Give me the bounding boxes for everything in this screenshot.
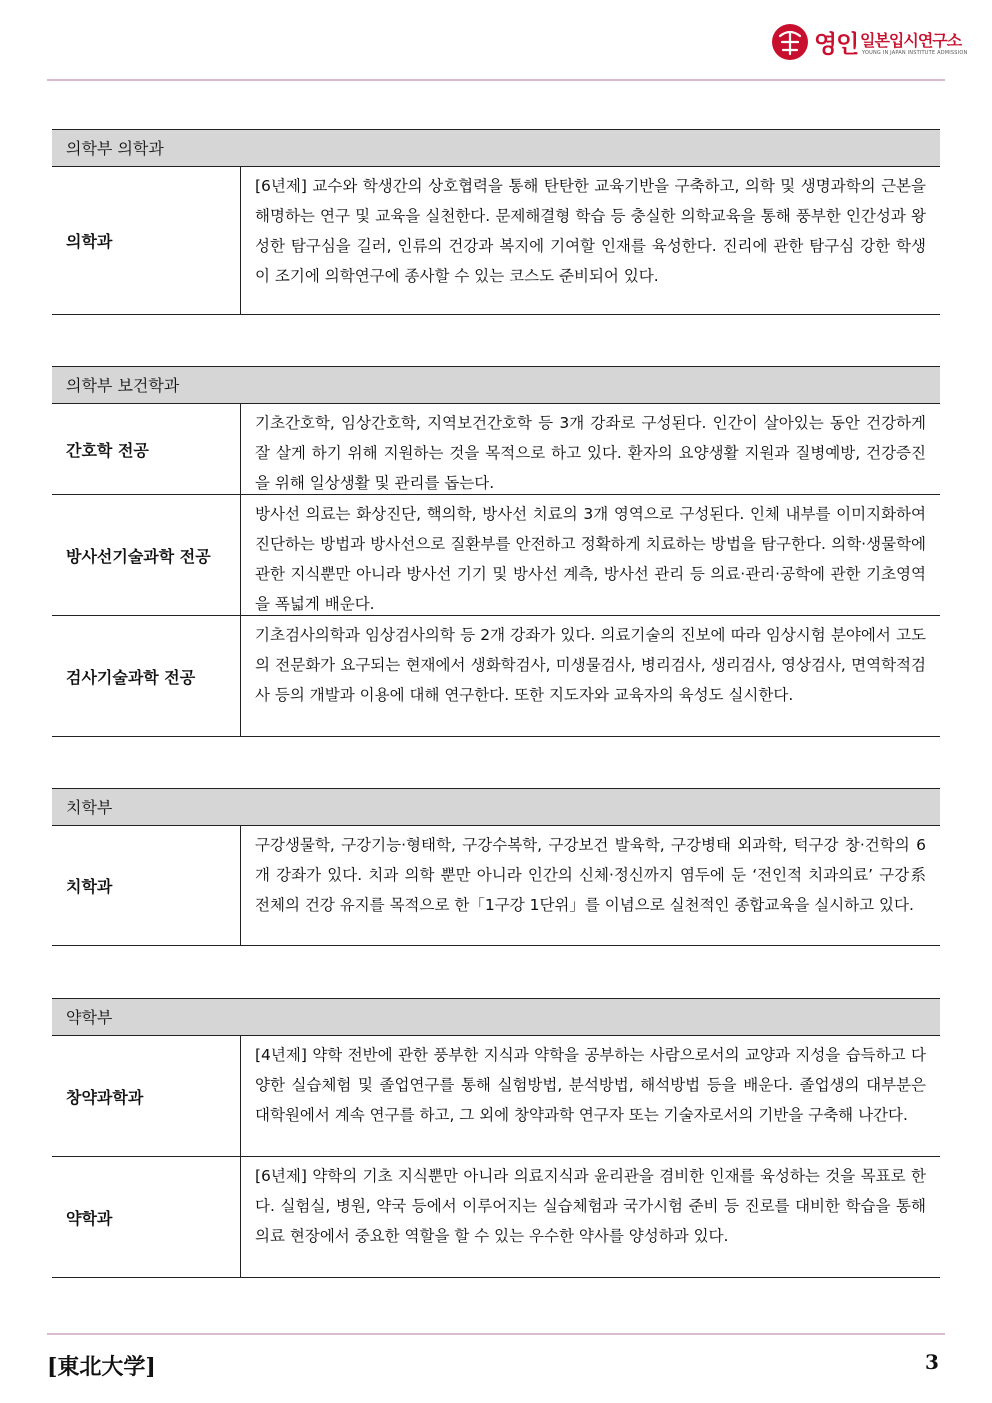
table-row bbox=[52, 495, 940, 616]
section-health-sciences bbox=[52, 366, 940, 737]
table-row bbox=[52, 404, 940, 495]
row-label: 약학과 bbox=[52, 1157, 241, 1277]
row-description: [6년제] 약학의 기초 지식뿐만 아니라 의료지식과 윤리관을 겸비한 인재를 육성하는 것을 목표로 한다. 실험실, 병원, 약국 등에서 이루어지는 실습체험과 국가시험 준비 등 진로를 대비한 학습을 통해 의료 현장에서 중요한 역할을 할 수 있는 우수한 약사를 양성하과 있다. bbox=[255, 1167, 926, 1245]
row-label: 검사기술과학 전공 bbox=[52, 616, 241, 736]
section-title: 치학부 bbox=[52, 788, 940, 826]
table-row bbox=[52, 167, 940, 315]
brand-name: 영인 bbox=[814, 30, 859, 58]
brand-subtitle: 일본입시연구소 bbox=[860, 31, 962, 50]
row-description: [4년제] 약학 전반에 관한 풍부한 지식과 약학을 공부하는 사람으로서의 교양과 지성을 습득하고 다양한 실습체험 및 졸업연구를 통해 실험방법, 분석방법, 해석방법 등을 배운다. 졸업생의 대부분은 대학원에서 계속 연구를 하고, 그 외에 창약과학 연구자 또는 기술자로서의 기반을 구축해 나간다. bbox=[255, 1046, 926, 1124]
footer-university: [東北大学] bbox=[47, 1354, 156, 1380]
section-title: 의학부 보건학과 bbox=[52, 366, 940, 404]
section-title: 의학부 의학과 bbox=[52, 129, 940, 167]
row-label: 창약과학과 bbox=[52, 1036, 241, 1156]
row-label: 간호학 전공 bbox=[52, 404, 241, 494]
row-label: 치학과 bbox=[52, 826, 241, 945]
section-pharmacy bbox=[52, 998, 940, 1278]
table-row bbox=[52, 826, 940, 946]
row-description: 기초검사의학과 임상검사의학 등 2개 강좌가 있다. 의료기술의 진보에 따라 임상시험 분야에서 고도의 전문화가 요구되는 현재에서 생화학검사, 미생물검사, 병리검사, 생리검사, 영상검사, 면역학적검사 등의 개발과 이용에 대해 연구한다. 또한 지도자와 교육자의 육성도 실시한다. bbox=[255, 626, 926, 704]
brand-english: YOUNG IN JAPAN INSTITUTE ADMISSION bbox=[862, 50, 968, 56]
page-number: 3 bbox=[925, 1350, 939, 1374]
section-title: 약학부 bbox=[52, 998, 940, 1036]
header-divider bbox=[47, 79, 945, 81]
row-description: 기초간호학, 임상간호학, 지역보건간호학 등 3개 강좌로 구성된다. 인간이 살아있는 동안 건강하게 잘 살게 하기 위해 지원하는 것을 목적으로 하고 있다. 환자의 요양생활 지원과 질병예방, 건강증진을 위해 일상생활 및 관리를 돕는다. bbox=[255, 414, 926, 492]
row-description: 구강생물학, 구강기능·형태학, 구강수복학, 구강보건 발육학, 구강병태 외과학, 턱구강 창·건학의 6개 강좌가 있다. 치과 의학 뿐만 아니라 인간의 신체·정신까지 염두에 둔 ‘전인적 치과의료’ 구강系 전체의 건강 유지를 목적으로 한「1구강 1단위」를 이념으로 실천적인 종합교육을 실시하고 있다. bbox=[255, 836, 926, 914]
row-label: 의학과 bbox=[52, 167, 241, 314]
row-description: 방사선 의료는 화상진단, 핵의학, 방사선 치료의 3개 영역으로 구성된다. 인체 내부를 이미지화하여 진단하는 방법과 방사선으로 질환부를 안전하고 정확하게 치료하는 방법을 탐구한다. 의학·생물학에 관한 지식뿐만 아니라 방사선 기기 및 방사선 계측, 방사선 관리 등 의료·관리·공학에 관한 기초영역을 폭넓게 배운다. bbox=[255, 505, 926, 613]
ginkgo-seal-icon bbox=[770, 22, 810, 62]
page-header bbox=[0, 0, 992, 82]
table-row bbox=[52, 616, 940, 737]
footer-divider bbox=[47, 1333, 945, 1335]
table-row bbox=[52, 1036, 940, 1157]
row-description: [6년제] 교수와 학생간의 상호협력을 통해 탄탄한 교육기반을 구축하고, 의학 및 생명과학의 근본을 해명하는 연구 및 교육을 실천한다. 문제해결형 학습 등 충실한 의학교육을 통해 풍부한 인간성과 왕성한 탐구심을 길러, 인류의 건강과 복지에 기여할 인재를 육성한다. 진리에 관한 탐구심 강한 학생이 조기에 의학연구에 종사할 수 있는 코스도 준비되어 있다. bbox=[255, 177, 926, 285]
table-row bbox=[52, 1157, 940, 1278]
row-label: 방사선기술과학 전공 bbox=[52, 495, 241, 615]
section-dentistry bbox=[52, 788, 940, 946]
section-medicine bbox=[52, 129, 940, 315]
